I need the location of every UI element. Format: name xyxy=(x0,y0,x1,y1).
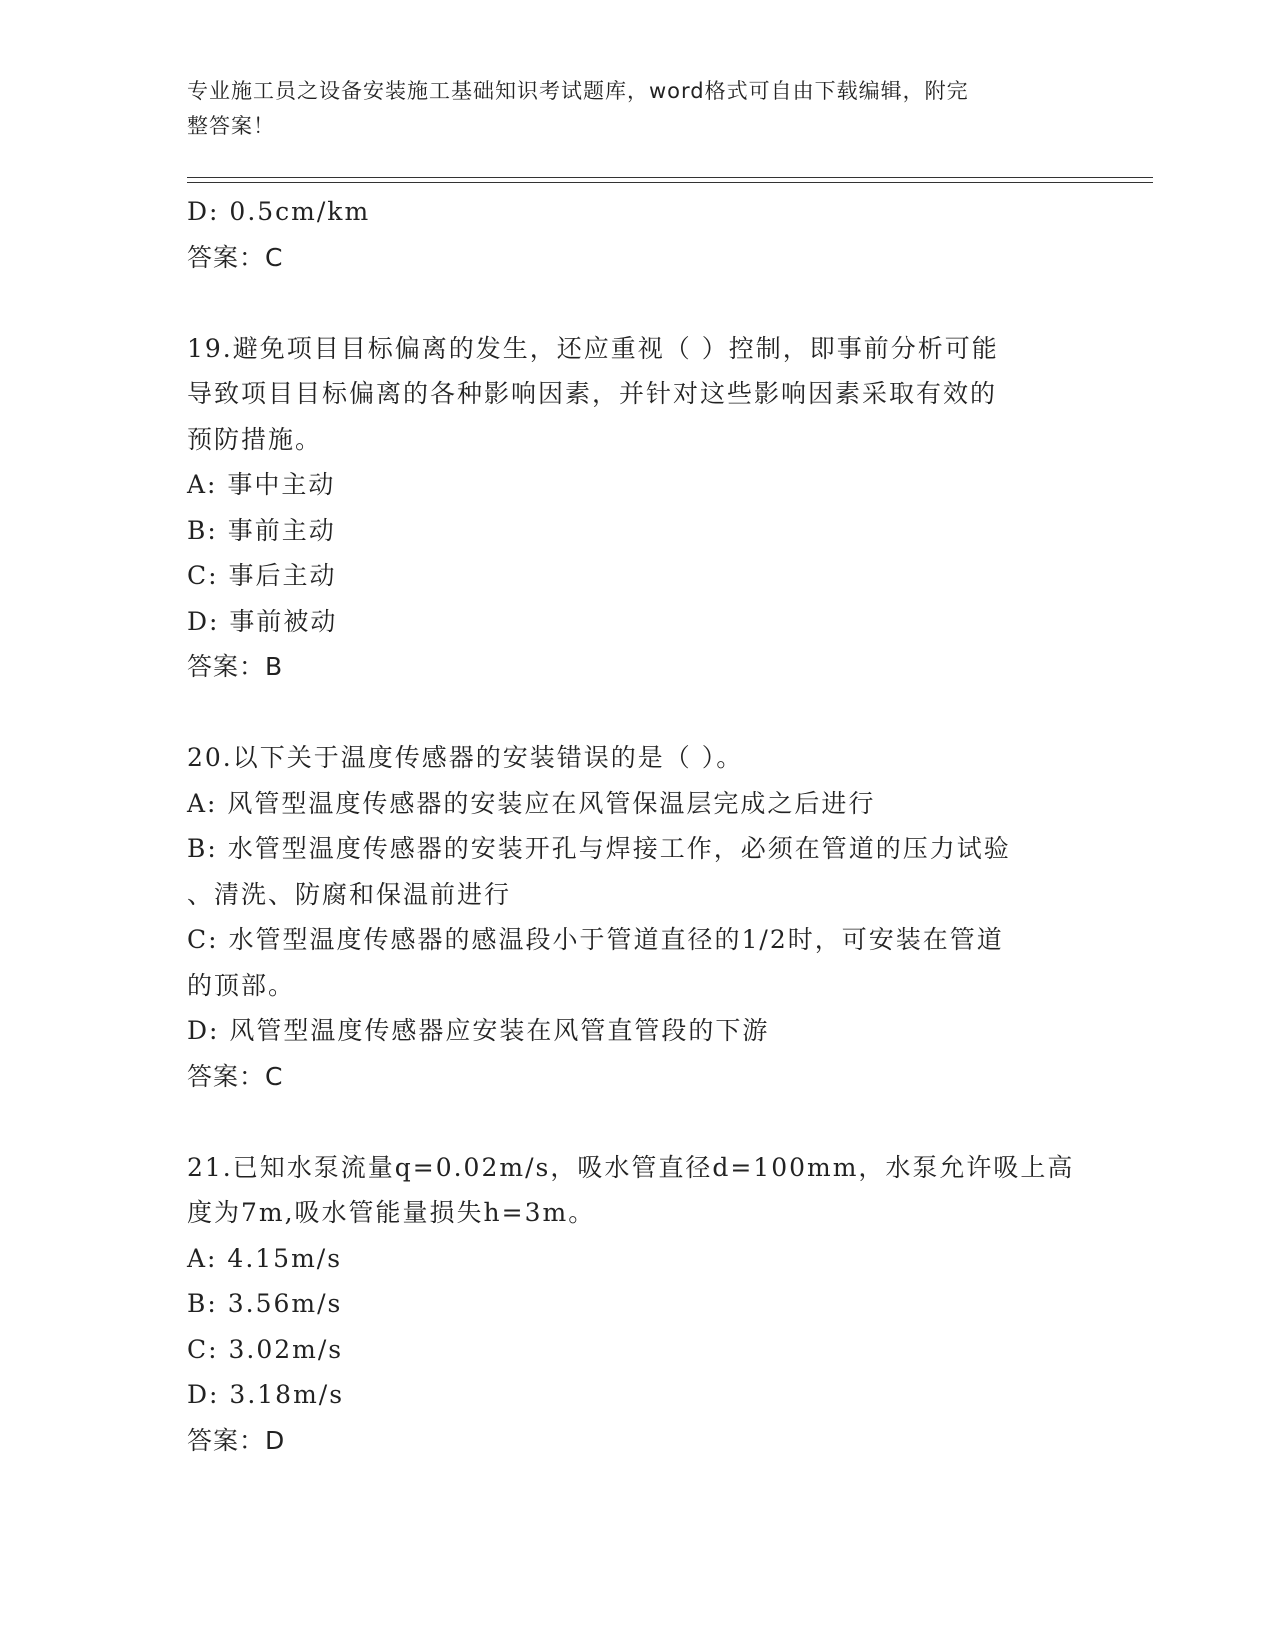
q20-option-b-line-2: 、清洗、防腐和保温前进行 xyxy=(187,879,512,909)
prev-answer: 答案：C xyxy=(187,242,284,272)
header-divider-bottom xyxy=(187,182,1153,183)
q20-option-c-line-2: 的顶部。 xyxy=(187,970,296,1000)
q21-stem-line-2: 度为7m,吸水管能量损失h=3m。 xyxy=(187,1198,596,1227)
q20-option-b-line-1: B: 水管型温度传感器的安装开孔与焊接工作，必须在管道的压力试验 xyxy=(187,834,1011,863)
header-line-1: 专业施工员之设备安装施工基础知识考试题库，word格式可自由下载编辑，附完 xyxy=(187,79,969,103)
question-19 xyxy=(187,326,1087,690)
q21-answer: 答案：D xyxy=(187,1425,286,1455)
q20-answer: 答案：C xyxy=(187,1061,284,1091)
q19-stem-line-3: 预防措施。 xyxy=(187,424,323,454)
page-header xyxy=(187,74,1067,144)
q19-stem-line-2: 导致项目目标偏离的各种影响因素，并针对这些影响因素采取有效的 xyxy=(187,379,998,408)
q21-stem-line-1: 21.已知水泵流量q=0.02m/s，吸水管直径d=100mm，水泵允许吸上高 xyxy=(187,1152,1075,1182)
q19-option-b: B: 事前主动 xyxy=(187,515,336,545)
q19-option-c: C: 事后主动 xyxy=(187,561,337,590)
q20-option-d: D: 风管型温度传感器应安装在风管直管段的下游 xyxy=(187,1016,770,1045)
q19-option-a: A: 事中主动 xyxy=(187,470,336,499)
q19-option-d: D: 事前被动 xyxy=(187,606,338,636)
q20-option-c-line-1: C: 水管型温度传感器的感温段小于管道直径的1/2时，可安装在管道 xyxy=(187,925,1004,954)
header-line-2: 整答案！ xyxy=(187,114,275,138)
q21-option-d: D: 3.18m/s xyxy=(187,1380,345,1409)
question-21 xyxy=(187,1145,1087,1464)
question-content xyxy=(187,189,1087,1463)
q21-option-b: B: 3.56m/s xyxy=(187,1289,343,1318)
header-divider-top xyxy=(187,177,1153,178)
prev-option-d: D: 0.5cm/km xyxy=(187,197,371,226)
spacer xyxy=(187,690,1087,736)
spacer xyxy=(187,1099,1087,1145)
q21-option-a: A: 4.15m/s xyxy=(187,1243,343,1273)
q20-option-a: A: 风管型温度传感器的安装应在风管保温层完成之后进行 xyxy=(187,788,876,818)
q19-stem-line-1: 19.避免项目目标偏离的发生，还应重视（ ）控制，即事前分析可能 xyxy=(187,333,999,363)
spacer xyxy=(187,280,1087,326)
q20-stem: 20.以下关于温度传感器的安装错误的是（ ）。 xyxy=(187,743,744,772)
q19-answer: 答案：B xyxy=(187,652,284,681)
q21-option-c: C: 3.02m/s xyxy=(187,1334,344,1364)
question-20 xyxy=(187,735,1087,1099)
